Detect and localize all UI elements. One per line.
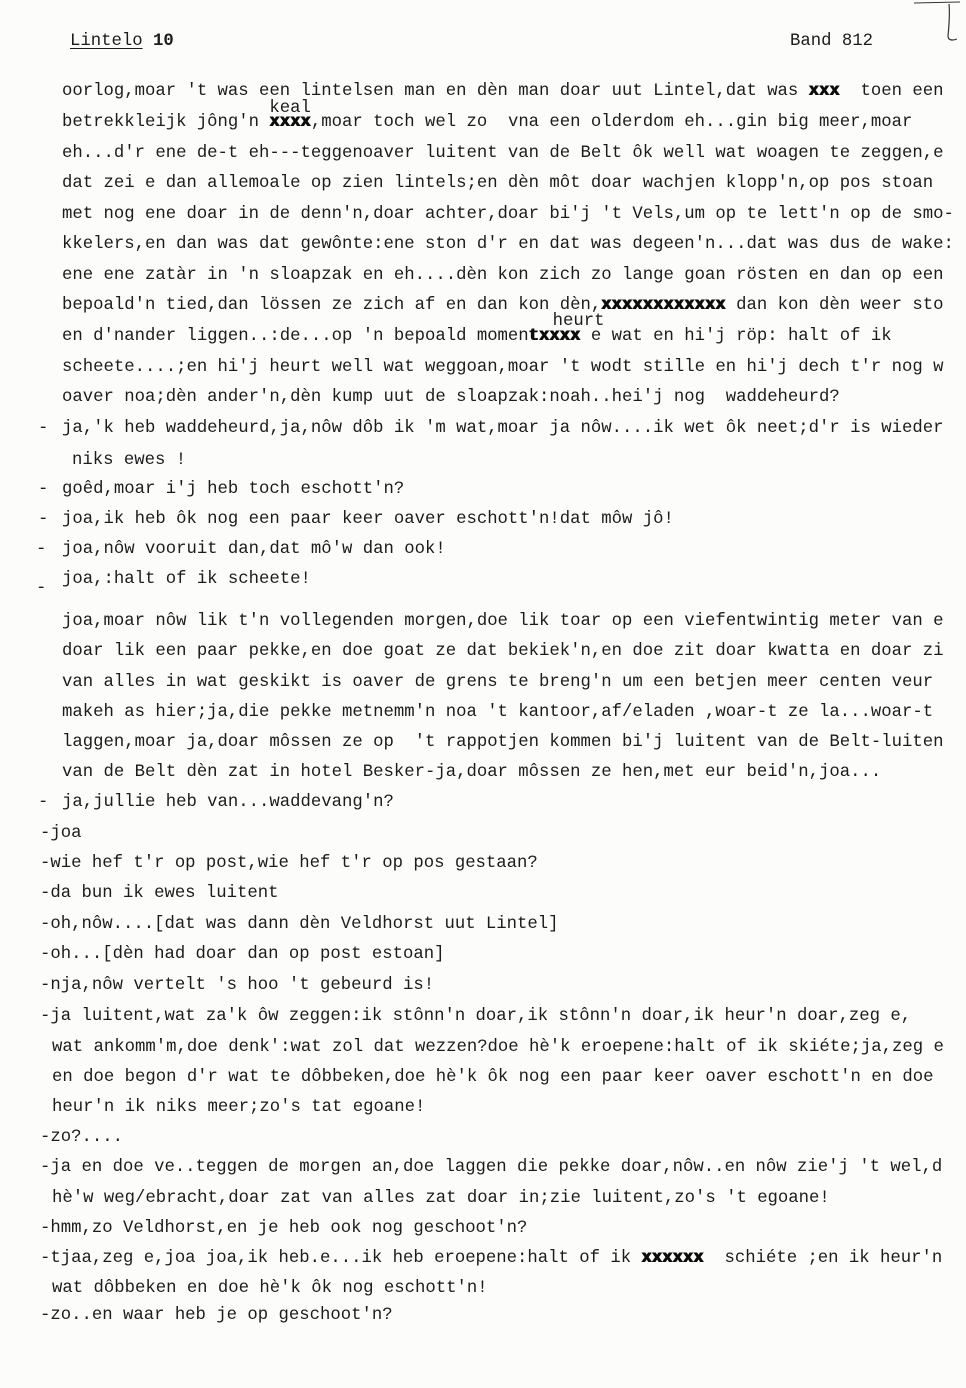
text-line: eh...d'r ene de-t eh---teggenoaver luitent van de Belt ôk well wat woagen te zeggen,e xyxy=(62,144,944,163)
text-line: -da bun ik ewes luitent xyxy=(40,884,279,903)
text-line xyxy=(62,99,913,133)
correction xyxy=(269,99,311,132)
dialogue-dash: - xyxy=(36,579,47,598)
text-line xyxy=(62,312,892,347)
page-header-left xyxy=(70,32,174,52)
text-line: -ja luitent,wat za'k ôw zeggen:ik stônn'n doar,ik stônn'n doar,ik heur'n doar,zeg e, xyxy=(40,1007,912,1026)
text-line: -ja en doe ve..teggen de morgen an,doe laggen die pekke doar,nôw..en nôw zie'j 't wel,d xyxy=(40,1158,943,1177)
text-line: -hmm,zo Veldhorst,en je heb ook nog geschoot'n? xyxy=(40,1219,528,1238)
text-line: ene ene zatàr in 'n sloapzak en eh....dèn kon zich zo lange goan rösten en dan op een xyxy=(62,266,944,285)
text-line: van alles in wat geskikt is oaver de grens te breng'n um een betjen meer centen veur xyxy=(62,673,934,692)
text-line: makeh as hier;ja,die pekke metnemm'n noa 't kantoor,af/eladen ,woar-t ze la...woar-t xyxy=(62,703,934,722)
text-line: wat ankomm'm,doe denk':wat zol dat wezzen?doe hè'k eroepene:halt of ik skiéte;ja,zeg e xyxy=(52,1038,944,1057)
text-line: -zo?.... xyxy=(40,1128,123,1147)
line-text: oorlog,moar 't was een lintelsen man en dèn man doar uut Lintel,dat was xyxy=(62,82,809,101)
text-line: -joa xyxy=(40,824,82,843)
text-line: heur'n ik niks meer;zo's tat egoane! xyxy=(52,1098,426,1117)
correction xyxy=(528,312,605,346)
inserted-correction: heurt xyxy=(552,312,605,331)
text-line: goêd,moar i'j heb toch eschott'n? xyxy=(62,480,405,499)
text-line: joa,:halt of ik scheete! xyxy=(62,570,311,589)
text-line: oaver noa;dèn ander'n,dèn kump uut de sloapzak:noah..hei'j nog waddeheurd? xyxy=(62,388,840,407)
line-text: -tjaa,zeg e,joa joa,ik heb.e...ik heb eroepene:halt of ik xyxy=(40,1249,642,1268)
text-line: joa,ik heb ôk nog een paar keer oaver eschott'n!dat môw jô! xyxy=(62,510,674,529)
line-text: betrekkleijk jông'n xyxy=(62,113,270,132)
text-line: ja,jullie heb van...waddevang'n? xyxy=(62,793,394,812)
text-line: niks ewes ! xyxy=(72,451,187,470)
text-line: kkelers,en dan was dat gewônte:ene ston d'r en dat was degeen'n...dat was dus de wake: xyxy=(62,235,954,254)
inserted-correction: keal xyxy=(269,99,311,118)
text-line: -zo..en waar heb je op geschoot'n? xyxy=(40,1306,393,1325)
text-line: ja,'k heb waddeheurd,ja,nôw dôb ik 'm wat,moar ja nôw....ik wet ôk neet;d'r is wieder xyxy=(62,419,944,438)
tape-label: Band 812 xyxy=(790,32,873,51)
line-text: schiéte ;en ik heur'n xyxy=(703,1249,943,1268)
struck-out-text: xxxxxxxxxxxx xyxy=(601,296,726,315)
struck-out-text: xxxxxx xyxy=(641,1249,704,1268)
text-line: dat zei e dan allemoale op zien lintels;en dèn môt doar wachjen klopp'n,op pos stoan xyxy=(62,174,934,193)
text-line: hè'w weg/ebracht,doar zat van alles zat doar in;zie luitent,zo's 't egoane! xyxy=(52,1189,830,1208)
text-line: -nja,nôw vertelt 's hoo 't gebeurd is! xyxy=(40,976,435,995)
dialogue-dash: - xyxy=(38,793,49,812)
line-text: toen een xyxy=(839,82,944,101)
text-line: en doe begon d'r wat te dôbbeken,doe hè'k ôk nog een paar keer oaver eschott'n en doe xyxy=(52,1068,934,1087)
text-line: van de Belt dèn zat in hotel Besker-ja,doar môssen ze hen,met eur beid'n,joa... xyxy=(62,763,882,782)
line-text: bepoald'n tied,dan lössen ze zich af en dan kon dèn, xyxy=(62,296,602,315)
dialogue-dash: - xyxy=(38,419,49,438)
text-line: joa,nôw vooruit dan,dat mô'w dan ook! xyxy=(62,540,446,559)
text-line: scheete....;en hi'j heurt well wat weggoan,moar 't wodt stille en hi'j dech t'r nog w xyxy=(62,358,944,377)
struck-out-text: xxxx xyxy=(269,113,311,132)
dialogue-dash: - xyxy=(36,540,47,559)
text-line xyxy=(40,1249,942,1269)
struck-out-text: xxx xyxy=(808,82,840,101)
struck-out-text: txxxx xyxy=(528,327,581,346)
text-line: doar lik een paar pekke,en doe goat ze dat bekiek'n,en doe zit doar kwatta en doar zi xyxy=(62,642,944,661)
line-text: en d'nander liggen..:de...op 'n bepoald momen xyxy=(62,327,529,346)
dialogue-dash: - xyxy=(38,510,49,529)
document-title: Lintelo xyxy=(70,32,143,51)
text-line: wat dôbbeken en doe hè'k ôk nog eschott'n! xyxy=(52,1279,488,1298)
line-text: ,moar toch wel zo vna een olderdom eh...gin big meer,moar xyxy=(310,113,913,132)
text-line xyxy=(62,82,944,102)
line-text: dan kon dèn weer sto xyxy=(725,296,944,315)
dialogue-dash: - xyxy=(38,480,49,499)
page-number: 10 xyxy=(152,32,174,51)
text-line: -oh...[dèn had doar dan op post estoan] xyxy=(40,945,445,964)
handwritten-corner-mark xyxy=(912,0,962,46)
text-line: -wie hef t'r op post,wie hef t'r op pos gestaan? xyxy=(40,854,538,873)
line-text: e wat en hi'j röp: halt of ik xyxy=(580,327,892,346)
text-line: joa,moar nôw lik t'n vollegenden morgen,doe lik toar op een viefentwintig meter van e xyxy=(62,612,944,631)
text-line: -oh,nôw....[dat was dann dèn Veldhorst uut Lintel] xyxy=(40,915,559,934)
text-line: met nog ene doar in de denn'n,doar achter,doar bi'j 't Vels,um op te lett'n op de smo- xyxy=(62,205,954,224)
text-line: laggen,moar ja,doar môssen ze op 't rappotjen kommen bi'j luitent van de Belt-luiten xyxy=(62,733,944,752)
text-line xyxy=(62,296,944,316)
